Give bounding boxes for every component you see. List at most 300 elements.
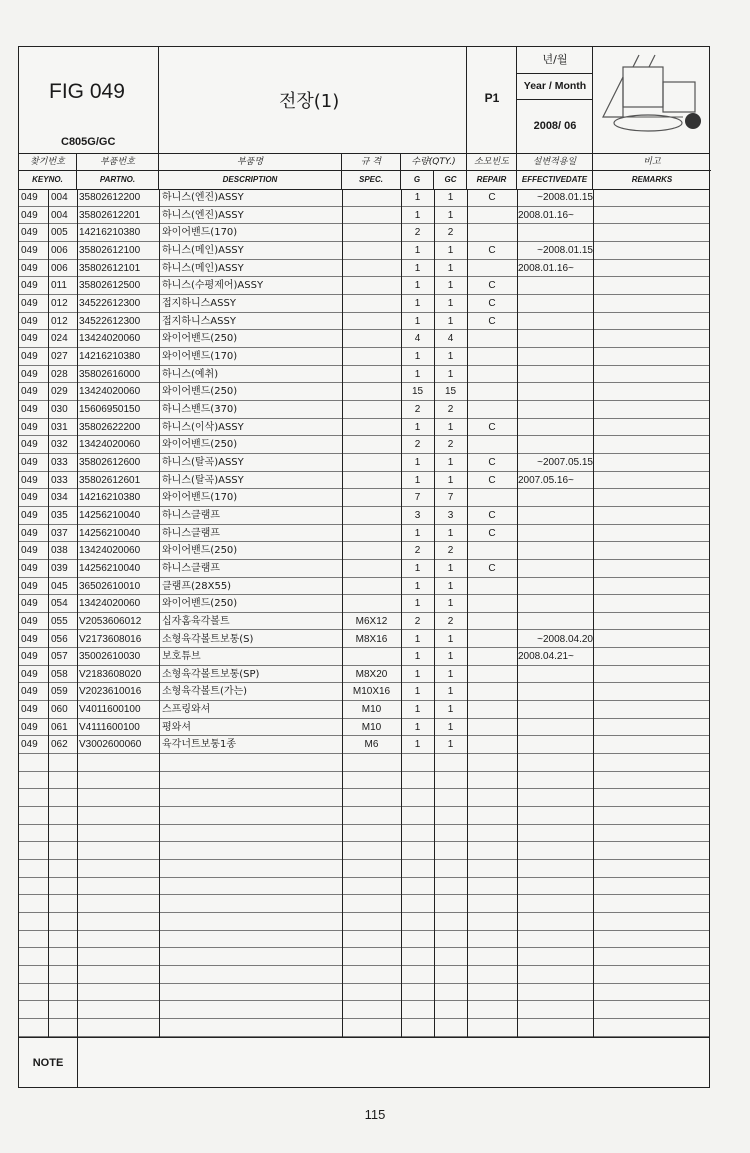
cell-g: 1: [414, 598, 421, 610]
cell-spec: [342, 260, 401, 277]
cell-spec: [342, 419, 401, 436]
cell-remarks: [597, 683, 707, 700]
machine-thumbnail: [593, 47, 711, 153]
cell-desc: 와이어밴드(250): [162, 333, 238, 345]
note-section: [19, 1037, 709, 1089]
column-divider: [434, 189, 435, 1037]
cell-repair: [467, 631, 517, 648]
col-spec-en: SPEC.: [358, 175, 383, 184]
cell-g: 1: [414, 633, 421, 645]
cell-eff: [518, 542, 593, 559]
cell-part: 34522612300: [79, 297, 141, 309]
cell-fig: 049: [21, 456, 38, 468]
cell-fig: 049: [21, 598, 38, 610]
cell-gc: 2: [447, 403, 454, 415]
cell-eff: [518, 295, 593, 312]
cell-repair: C: [488, 297, 496, 309]
cell-gc: 1: [447, 474, 454, 486]
cell-key: 062: [51, 739, 68, 751]
cell-repair: [467, 595, 517, 612]
cell-eff: [518, 419, 593, 436]
cell-desc: 와이어밴드(170): [162, 350, 238, 362]
table-row: [19, 860, 709, 878]
cell-part: 35802616000: [79, 368, 141, 380]
cell-eff: [518, 560, 593, 577]
fig-cell: [19, 47, 159, 153]
cell-gc: 2: [447, 439, 454, 451]
cell-repair: C: [488, 456, 496, 468]
cell-key: 054: [51, 598, 68, 610]
cell-fig: 049: [21, 227, 38, 239]
cell-fig: 049: [21, 527, 38, 539]
cell-key: 056: [51, 633, 68, 645]
cell-fig: 049: [21, 209, 38, 221]
cell-gc: 1: [447, 192, 454, 203]
cell-gc: 1: [447, 668, 454, 680]
cell-gc: 1: [447, 633, 454, 645]
cell-g: 2: [414, 439, 421, 451]
table-row: [19, 260, 709, 278]
cell-fig: 049: [21, 439, 38, 451]
table-row: [19, 507, 709, 525]
cell-spec: [342, 472, 401, 489]
page-number: 115: [364, 1107, 386, 1122]
sheet-header: [19, 47, 709, 154]
cell-remarks: [597, 189, 707, 206]
cell-part: V2183608020: [79, 668, 142, 680]
cell-eff: [518, 277, 593, 294]
table-row: [19, 736, 709, 754]
cell-repair: [467, 330, 517, 347]
col-partno-en: PARTNO.: [99, 175, 136, 184]
cell-fig: 049: [21, 615, 38, 627]
cell-remarks: [597, 578, 707, 595]
cell-desc: 접지하니스ASSY: [162, 315, 236, 327]
cell-part: 36502610010: [79, 580, 141, 592]
year-month-en: Year / Month: [517, 73, 593, 100]
cell-part: 14216210380: [79, 350, 141, 362]
cell-remarks: [597, 419, 707, 436]
cell-gc: 1: [447, 598, 454, 610]
cell-repair: [467, 224, 517, 241]
col-qty-kr: 수량(QTY.): [401, 154, 466, 171]
page-code: P1: [484, 91, 500, 105]
cell-gc: 1: [447, 456, 454, 468]
cell-remarks: [597, 489, 707, 506]
cell-desc: 와이어밴드(250): [162, 439, 238, 451]
cell-desc: 하니스(예취): [162, 368, 219, 380]
cell-fig: 049: [21, 509, 38, 521]
cell-fig: 049: [21, 545, 38, 557]
cell-eff: [518, 366, 593, 383]
col-qty: [401, 153, 467, 189]
cell-g: 1: [414, 192, 421, 203]
col-partno-kr: 부품번호: [77, 154, 158, 171]
cell-part: V3002600060: [79, 739, 142, 751]
cell-gc: 2: [447, 227, 454, 239]
cell-repair: [467, 366, 517, 383]
cell-part: 35802612200: [79, 192, 141, 203]
cell-key: 012: [51, 315, 68, 327]
table-row: [19, 966, 709, 984]
cell-spec: [342, 383, 401, 400]
cell-remarks: [597, 595, 707, 612]
cell-key: 006: [51, 244, 68, 256]
cell-fig: 049: [21, 297, 38, 309]
cell-spec: M10: [361, 721, 382, 733]
col-qty-gc: GC: [444, 175, 457, 184]
cell-gc: 1: [447, 580, 454, 592]
cell-g: 1: [414, 297, 421, 309]
cell-desc: 하니스밴드(370): [162, 403, 238, 415]
cell-gc: 1: [447, 280, 454, 292]
cell-eff: [518, 436, 593, 453]
col-qty-g: G: [401, 171, 434, 189]
cell-repair: [467, 383, 517, 400]
cell-g: 2: [414, 615, 421, 627]
cell-g: 1: [414, 704, 421, 716]
cell-spec: M10X16: [352, 686, 391, 698]
cell-spec: M8X16: [355, 633, 388, 645]
cell-fig: 049: [21, 280, 38, 292]
cell-part: 13424020060: [79, 386, 141, 398]
table-row: [19, 931, 709, 949]
cell-g: 1: [414, 315, 421, 327]
cell-gc: 4: [447, 333, 454, 345]
cell-fig: 049: [21, 368, 38, 380]
cell-spec: M8X20: [355, 668, 388, 680]
cell-desc: 와이어밴드(170): [162, 492, 238, 504]
cell-remarks: [597, 277, 707, 294]
cell-gc: 2: [447, 545, 454, 557]
cell-remarks: [597, 613, 707, 630]
cell-fig: 049: [21, 474, 38, 486]
cell-spec: [342, 207, 401, 224]
cell-spec: [342, 507, 401, 524]
cell-spec: [342, 595, 401, 612]
cell-part: 14256210040: [79, 527, 141, 539]
col-effective: [517, 153, 593, 189]
cell-desc: 클램프(28X55): [162, 580, 232, 592]
cell-desc: 스프링와셔: [162, 704, 211, 716]
column-divider: [401, 189, 402, 1037]
column-header: [19, 153, 709, 190]
cell-desc: 보호튜브: [162, 651, 201, 663]
cell-gc: 1: [447, 297, 454, 309]
cell-gc: 15: [444, 386, 457, 398]
col-desc-en: DESCRIPTION: [222, 175, 278, 184]
col-spec-kr: 규 격: [342, 154, 400, 171]
cell-eff: ~2007.05.15: [537, 456, 593, 468]
table-row: [19, 525, 709, 543]
cell-remarks: [597, 260, 707, 277]
col-partno: [77, 153, 159, 189]
cell-spec: [342, 489, 401, 506]
cell-key: 028: [51, 368, 68, 380]
cell-repair: C: [488, 474, 496, 486]
cell-key: 033: [51, 474, 68, 486]
table-row: [19, 542, 709, 560]
table-row: [19, 330, 709, 348]
table-row: [19, 295, 709, 313]
cell-repair: C: [488, 192, 496, 203]
cell-eff: [518, 666, 593, 683]
table-row: [19, 1019, 709, 1037]
cell-key: 005: [51, 227, 68, 239]
column-divider: [593, 189, 594, 1037]
cell-fig: 049: [21, 668, 38, 680]
cell-spec: [342, 436, 401, 453]
table-row: [19, 631, 709, 649]
cell-remarks: [597, 507, 707, 524]
table-row: [19, 277, 709, 295]
table-row: [19, 189, 709, 207]
cell-desc: 하니스(메인)ASSY: [162, 244, 244, 256]
cell-g: 4: [414, 333, 421, 345]
cell-eff: 2007.05.16~: [518, 474, 574, 486]
cell-desc: 소형육각볼트보통(SP): [162, 668, 260, 680]
cell-repair: [467, 613, 517, 630]
col-eff-en: EFFECTIVEDATE: [521, 175, 588, 184]
col-spec: [342, 153, 401, 189]
cell-desc: 십자홈육각볼트: [162, 615, 230, 627]
cell-eff: [518, 595, 593, 612]
table-row: [19, 683, 709, 701]
cell-key: 004: [51, 192, 68, 203]
cell-gc: 1: [447, 651, 454, 663]
cell-remarks: [597, 719, 707, 736]
cell-part: 14256210040: [79, 509, 141, 521]
col-keyno: [19, 153, 77, 189]
cell-part: 13424020060: [79, 333, 141, 345]
cell-fig: 049: [21, 386, 38, 398]
cell-repair: [467, 578, 517, 595]
cell-part: 13424020060: [79, 439, 141, 451]
cell-repair: [467, 648, 517, 665]
cell-desc: 접지하니스ASSY: [162, 297, 236, 309]
cell-eff: [518, 348, 593, 365]
cell-eff: [518, 313, 593, 330]
cell-part: 35802622200: [79, 421, 141, 433]
cell-g: 2: [414, 227, 421, 239]
cell-desc: 소형육각볼트보통(S): [162, 633, 254, 645]
cell-repair: [467, 348, 517, 365]
cell-eff: [518, 489, 593, 506]
cell-repair: [467, 260, 517, 277]
year-month-cell: [517, 47, 593, 153]
cell-key: 055: [51, 615, 68, 627]
cell-fig: 049: [21, 333, 38, 345]
cell-repair: [467, 719, 517, 736]
cell-desc: 평와셔: [162, 721, 191, 733]
cell-remarks: [597, 701, 707, 718]
cell-spec: [342, 313, 401, 330]
cell-repair: C: [488, 244, 496, 256]
cell-desc: 와이어밴드(250): [162, 598, 238, 610]
cell-eff: ~2008.01.15: [537, 244, 593, 256]
cell-fig: 049: [21, 686, 38, 698]
cell-remarks: [597, 383, 707, 400]
cell-desc: 와이어밴드(250): [162, 545, 238, 557]
cell-g: 3: [414, 509, 421, 521]
cell-gc: 1: [447, 421, 454, 433]
cell-g: 1: [414, 456, 421, 468]
cell-eff: [518, 383, 593, 400]
col-repair-kr: 소모빈도: [467, 154, 516, 171]
cell-eff: [518, 736, 593, 753]
table-row: [19, 1001, 709, 1019]
cell-fig: 049: [21, 651, 38, 663]
cell-spec: [342, 224, 401, 241]
cell-part: 14256210040: [79, 562, 141, 574]
cell-desc: 육각너트보통1종: [162, 739, 236, 751]
cell-fig: 049: [21, 704, 38, 716]
cell-eff: [518, 719, 593, 736]
table-row: [19, 772, 709, 790]
table-row: [19, 401, 709, 419]
cell-desc: 하니스(엔진)ASSY: [162, 192, 244, 203]
cell-key: 027: [51, 350, 68, 362]
table-row: [19, 313, 709, 331]
cell-fig: 049: [21, 739, 38, 751]
cell-key: 039: [51, 562, 68, 574]
cell-fig: 049: [21, 403, 38, 415]
cell-eff: [518, 683, 593, 700]
cell-desc: 하니스클램프: [162, 562, 220, 574]
cell-gc: 1: [447, 350, 454, 362]
cell-desc: 하니스(메인)ASSY: [162, 262, 244, 274]
cell-desc: 하니스클램프: [162, 527, 220, 539]
model-code: C805G/GC: [61, 136, 116, 148]
cell-spec: [342, 330, 401, 347]
cell-gc: 1: [447, 739, 454, 751]
table-row: [19, 454, 709, 472]
cell-key: 035: [51, 509, 68, 521]
cell-g: 1: [414, 421, 421, 433]
col-repair: [467, 153, 517, 189]
cell-g: 1: [414, 739, 421, 751]
cell-remarks: [597, 666, 707, 683]
table-row: [19, 948, 709, 966]
cell-remarks: [597, 401, 707, 418]
cell-key: 012: [51, 297, 68, 309]
col-keyno-en: KEYNO.: [32, 175, 63, 184]
cell-remarks: [597, 542, 707, 559]
column-divider: [159, 189, 160, 1037]
cell-key: 037: [51, 527, 68, 539]
cell-part: 13424020060: [79, 598, 141, 610]
cell-desc: 하니스(탈곡)ASSY: [162, 456, 244, 468]
col-desc-kr: 부품명: [159, 154, 341, 171]
cell-eff: 2008.04.21~: [518, 651, 574, 663]
cell-part: 35802612201: [79, 209, 141, 221]
cell-key: 004: [51, 209, 68, 221]
cell-repair: [467, 701, 517, 718]
cell-spec: [342, 560, 401, 577]
page-code-cell: [467, 47, 517, 153]
cell-spec: [342, 401, 401, 418]
cell-remarks: [597, 295, 707, 312]
column-divider: [342, 189, 343, 1037]
cell-g: 1: [414, 209, 421, 221]
cell-g: 1: [414, 527, 421, 539]
cell-g: 2: [414, 545, 421, 557]
cell-repair: C: [488, 562, 496, 574]
cell-key: 061: [51, 721, 68, 733]
cell-remarks: [597, 525, 707, 542]
cell-key: 006: [51, 262, 68, 274]
table-row: [19, 842, 709, 860]
cell-key: 059: [51, 686, 68, 698]
cell-key: 031: [51, 421, 68, 433]
cell-fig: 049: [21, 244, 38, 256]
cell-spec: M6X12: [355, 615, 388, 627]
cell-part: 35802612601: [79, 474, 141, 486]
cell-g: 1: [414, 562, 421, 574]
cell-eff: ~2008.04.20: [537, 633, 593, 645]
cell-fig: 049: [21, 562, 38, 574]
cell-repair: [467, 489, 517, 506]
table-row: [19, 613, 709, 631]
cell-fig: 049: [21, 721, 38, 733]
cell-remarks: [597, 330, 707, 347]
table-row: [19, 807, 709, 825]
cell-spec: [342, 454, 401, 471]
cell-part: V2023610016: [79, 686, 142, 698]
column-divider: [467, 189, 468, 1037]
cell-remarks: [597, 348, 707, 365]
cell-spec: [342, 277, 401, 294]
cell-part: 35802612600: [79, 456, 141, 468]
cell-gc: 7: [447, 492, 454, 504]
year-month-kr: 년/월: [517, 47, 593, 74]
cell-part: 13424020060: [79, 545, 141, 557]
cell-remarks: [597, 224, 707, 241]
cell-repair: [467, 401, 517, 418]
col-remarks-en: REMARKS: [631, 175, 673, 184]
table-row: [19, 366, 709, 384]
cell-eff: 2008.01.16~: [518, 262, 574, 274]
cell-key: 057: [51, 651, 68, 663]
fig-code: FIG 049: [49, 80, 125, 103]
cell-desc: 하니스(이삭)ASSY: [162, 421, 244, 433]
cell-key: 029: [51, 386, 68, 398]
table-row: [19, 666, 709, 684]
cell-gc: 1: [447, 315, 454, 327]
table-row: [19, 224, 709, 242]
cell-remarks: [597, 313, 707, 330]
note-label: NOTE: [19, 1038, 78, 1088]
cell-key: 045: [51, 580, 68, 592]
col-repair-en: REPAIR: [476, 175, 507, 184]
title-cell: [159, 47, 467, 153]
cell-spec: [342, 648, 401, 665]
table-row: [19, 913, 709, 931]
table-row: [19, 719, 709, 737]
issue-date: 2008/ 06: [533, 120, 577, 132]
cell-spec: M6: [364, 739, 379, 751]
cell-fig: 049: [21, 192, 38, 203]
cell-part: 35002610030: [79, 651, 141, 663]
cell-g: 1: [414, 262, 421, 274]
cell-g: 1: [414, 350, 421, 362]
cell-g: 1: [414, 668, 421, 680]
cell-part: V4011600100: [79, 704, 141, 716]
cell-desc: 와이어밴드(170): [162, 227, 238, 239]
cell-fig: 049: [21, 633, 38, 645]
cell-eff: 2008.01.16~: [518, 209, 574, 221]
combine-harvester-icon: [593, 47, 709, 151]
